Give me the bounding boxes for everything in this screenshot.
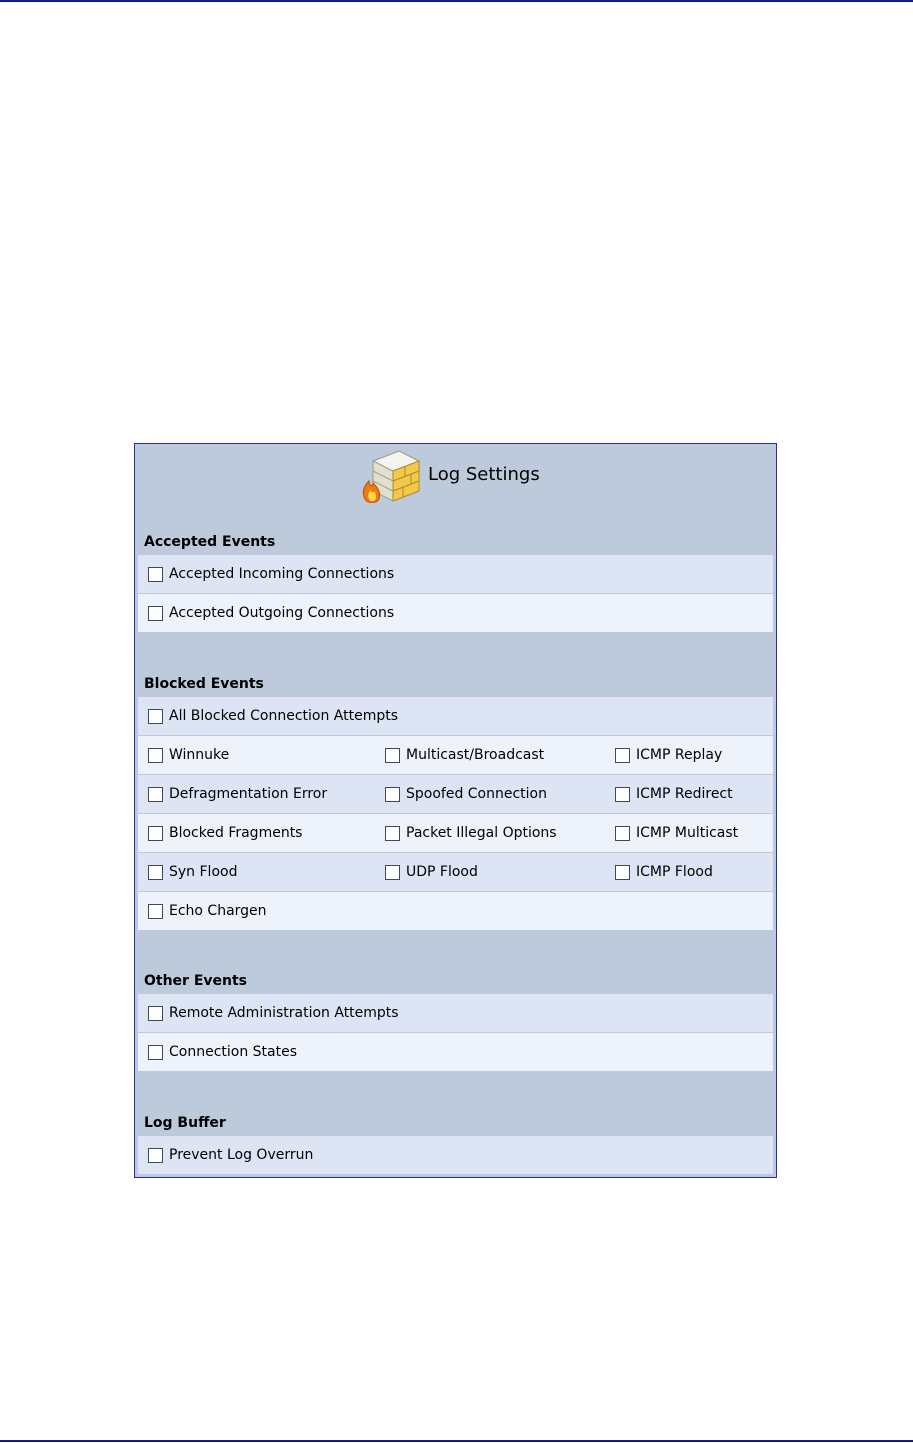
table-row (138, 736, 773, 774)
list-item (138, 994, 773, 1032)
spoofed-connection-option[interactable]: Spoofed Connection (375, 775, 603, 813)
packet-illegal-options-checkbox[interactable] (385, 826, 400, 841)
blocked-fragments-checkbox[interactable] (148, 826, 163, 841)
empty-cell (375, 892, 603, 930)
icmp-replay-checkbox[interactable] (615, 748, 630, 763)
spoofed-connection-checkbox[interactable] (385, 787, 400, 802)
connection-states-option[interactable]: Connection States (138, 1033, 773, 1071)
icmp-replay-option[interactable]: ICMP Replay (605, 736, 773, 774)
page-bottom-rule (0, 1440, 913, 1442)
page-top-rule (0, 0, 913, 2)
accepted-outgoing-checkbox[interactable] (148, 606, 163, 621)
remote-admin-option[interactable]: Remote Administration Attempts (138, 994, 773, 1032)
list-item (138, 594, 773, 632)
other-events-heading: Other Events (144, 973, 248, 989)
table-row (138, 853, 773, 891)
list-item (138, 697, 773, 735)
multicast-broadcast-option[interactable]: Multicast/Broadcast (375, 736, 603, 774)
panel-title: Log Settings (428, 464, 540, 485)
prevent-log-overrun-option[interactable]: Prevent Log Overrun (138, 1136, 773, 1174)
winnuke-option[interactable]: Winnuke (138, 736, 373, 774)
connection-states-checkbox[interactable] (148, 1045, 163, 1060)
empty-cell (605, 892, 773, 930)
icmp-flood-checkbox[interactable] (615, 865, 630, 880)
blocked-events-heading: Blocked Events (144, 676, 264, 692)
remote-admin-checkbox[interactable] (148, 1006, 163, 1021)
accepted-incoming-checkbox[interactable] (148, 567, 163, 582)
icmp-flood-option[interactable]: ICMP Flood (605, 853, 773, 891)
echo-chargen-checkbox[interactable] (148, 904, 163, 919)
list-item (138, 555, 773, 593)
all-blocked-option[interactable]: All Blocked Connection Attempts (138, 697, 773, 735)
table-row (138, 814, 773, 852)
icmp-redirect-checkbox[interactable] (615, 787, 630, 802)
firewall-icon (359, 447, 423, 505)
packet-illegal-options-option[interactable]: Packet Illegal Options (375, 814, 603, 852)
defragmentation-error-checkbox[interactable] (148, 787, 163, 802)
prevent-log-overrun-checkbox[interactable] (148, 1148, 163, 1163)
list-item (138, 1033, 773, 1071)
accepted-outgoing-option[interactable]: Accepted Outgoing Connections (138, 594, 773, 632)
log-settings-panel (134, 443, 777, 1178)
syn-flood-option[interactable]: Syn Flood (138, 853, 373, 891)
accepted-events-heading: Accepted Events (144, 534, 276, 550)
winnuke-checkbox[interactable] (148, 748, 163, 763)
list-item (138, 1136, 773, 1174)
multicast-broadcast-checkbox[interactable] (385, 748, 400, 763)
panel-header (135, 444, 776, 504)
echo-chargen-option[interactable]: Echo Chargen (138, 892, 373, 930)
table-row (138, 775, 773, 813)
blocked-fragments-option[interactable]: Blocked Fragments (138, 814, 373, 852)
udp-flood-checkbox[interactable] (385, 865, 400, 880)
log-buffer-heading: Log Buffer (144, 1115, 226, 1131)
udp-flood-option[interactable]: UDP Flood (375, 853, 603, 891)
all-blocked-checkbox[interactable] (148, 709, 163, 724)
icmp-multicast-option[interactable]: ICMP Multicast (605, 814, 773, 852)
icmp-multicast-checkbox[interactable] (615, 826, 630, 841)
table-row (138, 892, 773, 930)
syn-flood-checkbox[interactable] (148, 865, 163, 880)
defragmentation-error-option[interactable]: Defragmentation Error (138, 775, 373, 813)
accepted-incoming-option[interactable]: Accepted Incoming Connections (138, 555, 773, 593)
icmp-redirect-option[interactable]: ICMP Redirect (605, 775, 773, 813)
